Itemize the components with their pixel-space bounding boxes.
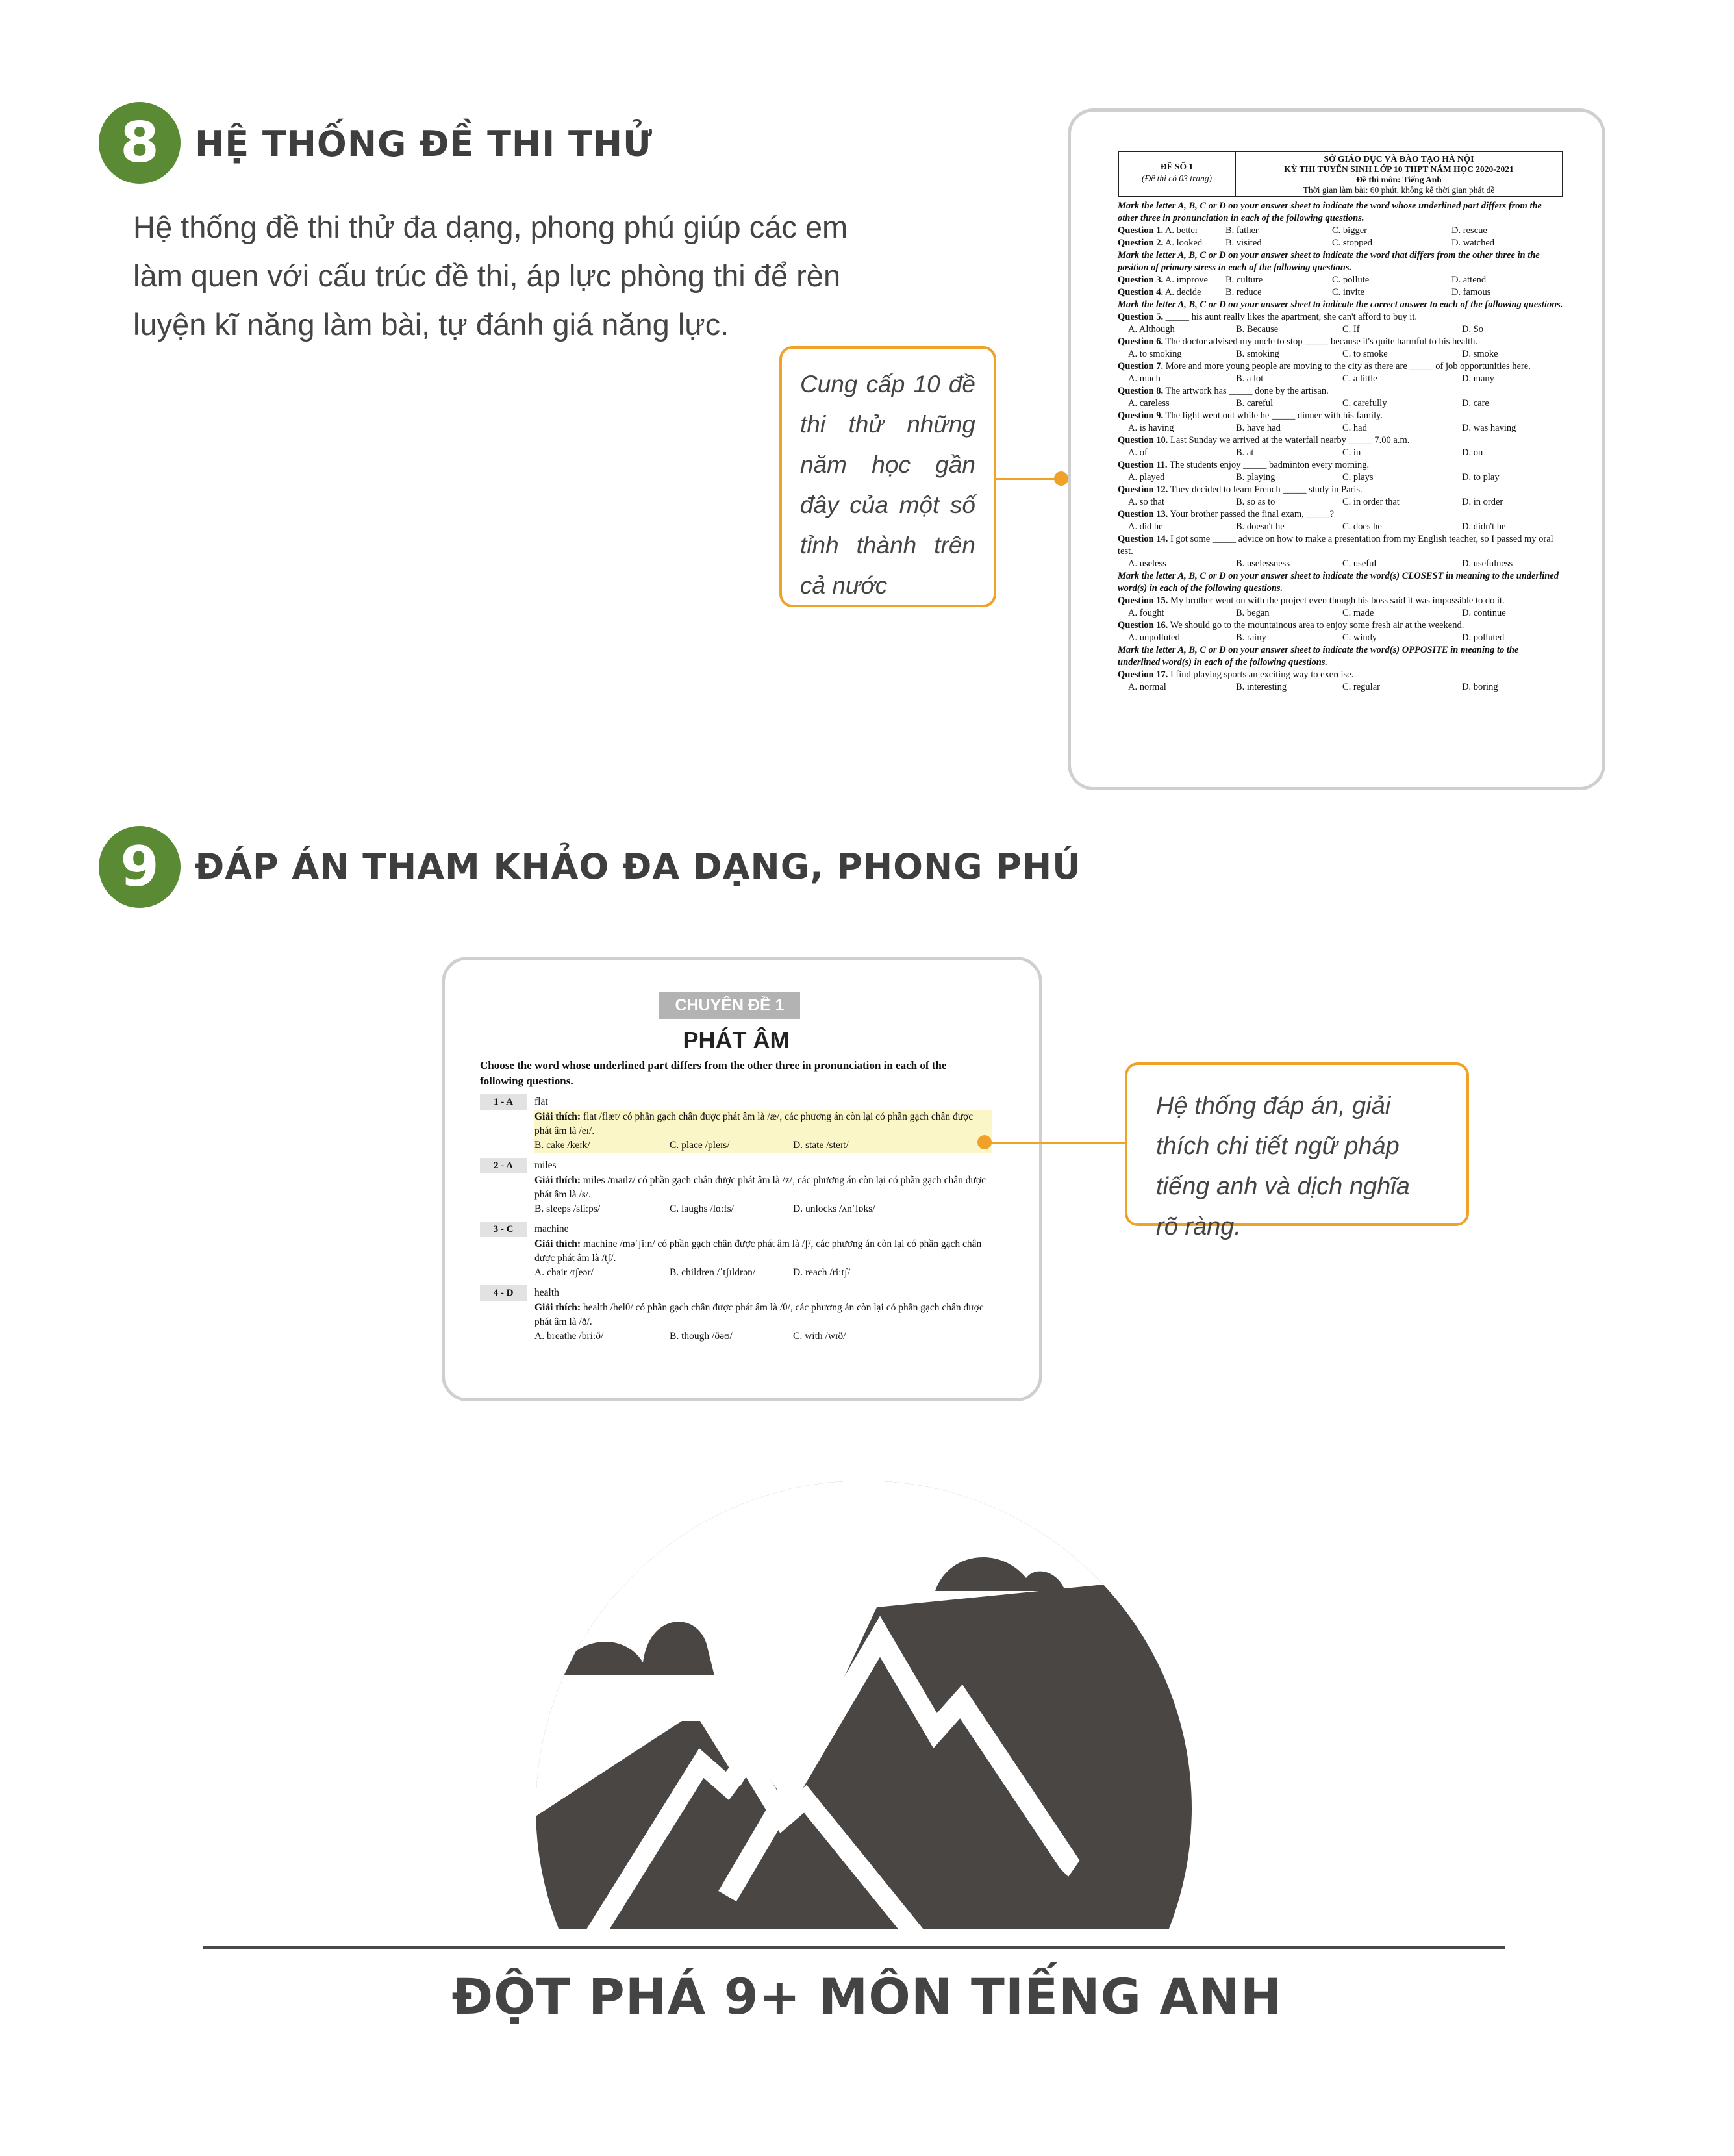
answer-option: C. place /pleɪs/ xyxy=(670,1140,730,1151)
answer-key: 1 - A xyxy=(480,1094,527,1110)
exam-options xyxy=(1118,558,1563,570)
exam-option: D. didn't he xyxy=(1462,521,1506,532)
exam-option: C. carefully xyxy=(1342,398,1387,408)
exam-option: D. to play xyxy=(1462,472,1500,483)
section-8-title: HỆ THỐNG ĐỀ THI THỬ xyxy=(195,123,653,164)
exam-dept: SỞ GIÁO DỤC VÀ ĐÀO TẠO HÀ NỘI xyxy=(1324,154,1474,164)
answer-item xyxy=(480,1158,992,1216)
answer-item xyxy=(480,1094,992,1153)
exam-question: Question 14. I got some _____ advice on how to make a presentation from my English teacher, so I passed my oral test. xyxy=(1118,534,1553,557)
exam-option: C. useful xyxy=(1342,558,1377,569)
exam-option: C. regular xyxy=(1342,682,1380,692)
exam-option: Question 3. A. improve xyxy=(1118,275,1208,285)
exam-question: Question 15. My brother went on with the project even though his boss said it was impossible to do it. xyxy=(1118,595,1505,606)
answer-instruction: Choose the word whose underlined part differs from the other three in pronunciation in each of the following questions. xyxy=(480,1059,947,1087)
exam-options xyxy=(1118,632,1563,644)
exam-time: Thời gian làm bài: 60 phút, không kể thời gian phát đề xyxy=(1303,185,1495,195)
exam-option: B. at xyxy=(1236,447,1254,458)
exam-option: A. normal xyxy=(1128,682,1166,692)
exam-option: A. much xyxy=(1128,373,1161,384)
exam-option: A. Although xyxy=(1128,324,1175,334)
exam-header xyxy=(1118,151,1563,197)
exam-option: D. care xyxy=(1462,398,1489,408)
answer-option: B. though /ðəʊ/ xyxy=(670,1331,733,1342)
answer-item xyxy=(480,1285,992,1344)
answer-body xyxy=(534,1094,992,1153)
exam-option: D. polluted xyxy=(1462,633,1505,643)
answer-option: D. state /steɪt/ xyxy=(793,1140,849,1151)
exam-options xyxy=(1118,521,1563,533)
exam-code: ĐỀ SỐ 1 xyxy=(1160,162,1194,171)
section-8-connector xyxy=(996,478,1061,480)
exam-option: D. was having xyxy=(1462,423,1516,433)
answer-topic-badge: CHUYÊN ĐỀ 1 xyxy=(659,992,799,1019)
answer-explanation: Giải thích: health /helθ/ có phần gạch chân được phát âm là /θ/, các phương án còn lại có phần gạch chân được phát âm là /ð/. xyxy=(534,1302,984,1327)
answer-option: D. reach /riːtʃ/ xyxy=(793,1267,851,1278)
exam-option: Question 2. A. looked xyxy=(1118,238,1203,248)
exam-option: A. is having xyxy=(1128,423,1174,433)
answer-explanation-box xyxy=(534,1110,992,1153)
exam-option: B. interesting xyxy=(1236,682,1287,692)
exam-options xyxy=(1118,496,1563,508)
exam-option: A. did he xyxy=(1128,521,1163,532)
answer-body xyxy=(534,1222,992,1280)
answer-preview-card xyxy=(442,957,1042,1401)
section-8-callout xyxy=(779,346,996,607)
answer-option: D. unlocks /ʌnˈlɒks/ xyxy=(793,1203,875,1214)
answer-explanation-box xyxy=(534,1173,992,1216)
exam-option: B. reduce xyxy=(1225,287,1262,297)
exam-pages: (Đề thi có 03 trang) xyxy=(1142,173,1212,183)
answer-word: health xyxy=(534,1287,559,1298)
exam-option: B. visited xyxy=(1225,238,1262,248)
section-8-connector-dot xyxy=(1054,471,1068,486)
exam-option: D. in order xyxy=(1462,497,1503,507)
answer-key: 2 - A xyxy=(480,1158,527,1173)
answer-body xyxy=(534,1285,992,1344)
exam-option: B. uselessness xyxy=(1236,558,1290,569)
exam-option: C. in xyxy=(1342,447,1361,458)
exam-option: C. pollute xyxy=(1332,275,1370,285)
exam-options xyxy=(1118,286,1563,299)
exam-instruction: Mark the letter A, B, C or D on your answer sheet to indicate the correct answer to each of the following questions. xyxy=(1118,299,1563,310)
exam-option: A. played xyxy=(1128,472,1165,483)
exam-option: B. culture xyxy=(1225,275,1263,285)
exam-preview-card xyxy=(1068,108,1605,790)
answer-word: machine xyxy=(534,1223,569,1235)
exam-option: B. playing xyxy=(1236,472,1275,483)
answer-option: B. sleeps /sliːps/ xyxy=(534,1203,601,1214)
answer-key: 3 - C xyxy=(480,1222,527,1237)
exam-option: D. famous xyxy=(1451,287,1491,297)
exam-options xyxy=(1118,237,1563,249)
answer-word: miles xyxy=(534,1160,557,1171)
exam-option: B. doesn't he xyxy=(1236,521,1285,532)
section-8-number: 8 xyxy=(99,102,181,184)
exam-options xyxy=(1118,447,1563,459)
answer-options xyxy=(534,1138,992,1153)
exam-option: D. many xyxy=(1462,373,1494,384)
exam-options xyxy=(1118,607,1563,620)
exam-option: B. began xyxy=(1236,608,1270,618)
exam-options xyxy=(1118,225,1563,237)
exam-question: Question 13. Your brother passed the final exam, _____? xyxy=(1118,509,1335,520)
exam-options xyxy=(1118,471,1563,484)
exam-options xyxy=(1118,274,1563,286)
exam-options xyxy=(1118,373,1563,385)
exam-options xyxy=(1118,323,1563,336)
answer-list xyxy=(480,1094,992,1344)
exam-option: B. Because xyxy=(1236,324,1279,334)
exam-option: C. made xyxy=(1342,608,1374,618)
exam-option: C. to smoke xyxy=(1342,349,1388,359)
exam-option: Question 1. A. better xyxy=(1118,225,1198,236)
answer-options xyxy=(534,1202,992,1216)
answer-body xyxy=(534,1158,992,1216)
answer-title: PHÁT ÂM xyxy=(683,1027,790,1053)
exam-option: D. rescue xyxy=(1451,225,1487,236)
exam-option: C. had xyxy=(1342,423,1367,433)
section-9-callout-text: Hệ thống đáp án, giải thích chi tiết ngữ pháp tiếng anh và dịch nghĩa rõ ràng. xyxy=(1156,1092,1410,1240)
answer-option: B. cake /keɪk/ xyxy=(534,1140,590,1151)
exam-options xyxy=(1118,422,1563,434)
footer-divider xyxy=(203,1946,1505,1949)
answer-explanation-box xyxy=(534,1237,992,1280)
exam-option: D. continue xyxy=(1462,608,1506,618)
section-9-connector xyxy=(985,1142,1125,1144)
exam-instruction: Mark the letter A, B, C or D on your answer sheet to indicate the word whose underlined part differs from the other three in pronunciation in each of the following questions. xyxy=(1118,201,1542,223)
exam-instruction: Mark the letter A, B, C or D on your answer sheet to indicate the word(s) CLOSEST in meaning to the underlined word(s) in each of the following questions. xyxy=(1118,571,1559,594)
exam-option: D. smoke xyxy=(1462,349,1498,359)
answer-option: A. breathe /briːð/ xyxy=(534,1331,604,1342)
exam-name: KỲ THI TUYỂN SINH LỚP 10 THPT NĂM HỌC 2020-2021 xyxy=(1284,164,1514,174)
answer-badge-wrap xyxy=(467,992,992,1019)
answer-explanation: Giải thích: miles /maɪlz/ có phần gạch chân được phát âm là /z/, các phương án còn lại có phần gạch chân được phát âm là /s/. xyxy=(534,1175,986,1200)
exam-option: B. a lot xyxy=(1236,373,1264,384)
exam-option: A. to smoking xyxy=(1128,349,1182,359)
exam-option: D. boring xyxy=(1462,682,1498,692)
exam-option: B. careful xyxy=(1236,398,1274,408)
answer-explanation: Giải thích: machine /məˈʃiːn/ có phần gạch chân được phát âm là /ʃ/, các phương án còn lại có phần gạch chân được phát âm là /tʃ/. xyxy=(534,1238,982,1264)
exam-options xyxy=(1118,681,1563,694)
mountain-emblem-icon xyxy=(533,1481,1195,1929)
exam-option: B. so as to xyxy=(1236,497,1275,507)
exam-options xyxy=(1118,348,1563,360)
answer-options xyxy=(534,1266,992,1280)
exam-question: Question 8. The artwork has _____ done by the artisan. xyxy=(1118,386,1329,396)
exam-option: B. smoking xyxy=(1236,349,1279,359)
exam-question: Question 9. The light went out while he _____ dinner with his family. xyxy=(1118,410,1383,421)
exam-question: Question 7. More and more young people are moving to the city as there are _____ of job opportunities here. xyxy=(1118,361,1531,371)
exam-option: A. useless xyxy=(1128,558,1166,569)
exam-body xyxy=(1118,200,1563,694)
exam-header-right xyxy=(1236,152,1562,196)
exam-option: A. of xyxy=(1128,447,1148,458)
exam-question: Question 16. We should go to the mountainous area to enjoy some fresh air at the weekend. xyxy=(1118,620,1464,631)
answer-option: C. with /wɪð/ xyxy=(793,1331,846,1342)
exam-question: Question 10. Last Sunday we arrived at the waterfall nearby _____ 7.00 a.m. xyxy=(1118,435,1410,445)
exam-option: C. bigger xyxy=(1332,225,1367,236)
answer-option: C. laughs /lɑːfs/ xyxy=(670,1203,734,1214)
answer-option: B. children /ˈtʃɪldrən/ xyxy=(670,1267,756,1278)
exam-option: C. in order that xyxy=(1342,497,1400,507)
exam-option: A. unpolluted xyxy=(1128,633,1180,643)
section-9-number: 9 xyxy=(99,826,181,908)
exam-question: Question 17. I find playing sports an exciting way to exercise. xyxy=(1118,670,1354,680)
exam-option: D. on xyxy=(1462,447,1483,458)
exam-options xyxy=(1118,397,1563,410)
exam-instruction: Mark the letter A, B, C or D on your answer sheet to indicate the word(s) OPPOSITE in meaning to the underlined word(s) in each of the following questions. xyxy=(1118,645,1519,668)
section-9-title: ĐÁP ÁN THAM KHẢO ĐA DẠNG, PHONG PHÚ xyxy=(195,846,1081,887)
exam-option: D. usefulness xyxy=(1462,558,1513,569)
exam-question: Question 5. _____ his aunt really likes the apartment, she can't afford to buy it. xyxy=(1118,312,1418,322)
answer-item xyxy=(480,1222,992,1280)
exam-option: D. So xyxy=(1462,324,1484,334)
exam-question: Question 11. The students enjoy _____ badminton every morning. xyxy=(1118,460,1370,470)
exam-option: C. If xyxy=(1342,324,1360,334)
exam-option: A. so that xyxy=(1128,497,1164,507)
answer-word: flat xyxy=(534,1096,548,1107)
answer-explanation: Giải thích: flat /flæt/ có phần gạch chân được phát âm là /æ/, các phương án còn lại có phần gạch chân được phát âm là /eɪ/. xyxy=(534,1111,974,1136)
exam-option: A. fought xyxy=(1128,608,1164,618)
exam-option: C. a little xyxy=(1342,373,1377,384)
exam-option: Question 4. A. decide xyxy=(1118,287,1201,297)
answer-options xyxy=(534,1329,992,1344)
exam-option: D. watched xyxy=(1451,238,1495,248)
section-8-description: Hệ thống đề thi thử đa dạng, phong phú giúp các em làm quen với cấu trúc đề thi, áp lực phòng thi để rèn luyện kĩ năng làm bài, tự đánh giá năng lực. xyxy=(133,210,848,342)
exam-option: C. plays xyxy=(1342,472,1374,483)
answer-explanation-box xyxy=(534,1301,992,1344)
exam-option: B. rainy xyxy=(1236,633,1266,643)
exam-option: D. attend xyxy=(1451,275,1487,285)
exam-question: Question 6. The doctor advised my uncle to stop _____ because it's quite harmful to his health. xyxy=(1118,336,1478,347)
exam-option: C. windy xyxy=(1342,633,1377,643)
book-title: ĐỘT PHÁ 9+ MÔN TIẾNG ANH xyxy=(451,1968,1283,2025)
section-8-callout-text: Cung cấp 10 đề thi thử những năm học gần đây của một số tỉnh thành trên cả nước xyxy=(800,371,975,599)
exam-option: C. invite xyxy=(1332,287,1364,297)
exam-option: B. father xyxy=(1225,225,1259,236)
section-9-callout xyxy=(1125,1062,1469,1240)
exam-header-left xyxy=(1119,152,1236,196)
exam-instruction: Mark the letter A, B, C or D on your answer sheet to indicate the word that differs from the other three in the position of primary stress in each of the following questions. xyxy=(1118,250,1540,273)
exam-question: Question 12. They decided to learn French _____ study in Paris. xyxy=(1118,484,1363,495)
answer-option: A. chair /tʃeər/ xyxy=(534,1267,594,1278)
exam-subject: Đề thi môn: Tiếng Anh xyxy=(1356,175,1442,184)
exam-option: B. have had xyxy=(1236,423,1281,433)
answer-key: 4 - D xyxy=(480,1285,527,1301)
exam-option: C. does he xyxy=(1342,521,1382,532)
exam-option: C. stopped xyxy=(1332,238,1373,248)
exam-option: A. careless xyxy=(1128,398,1170,408)
